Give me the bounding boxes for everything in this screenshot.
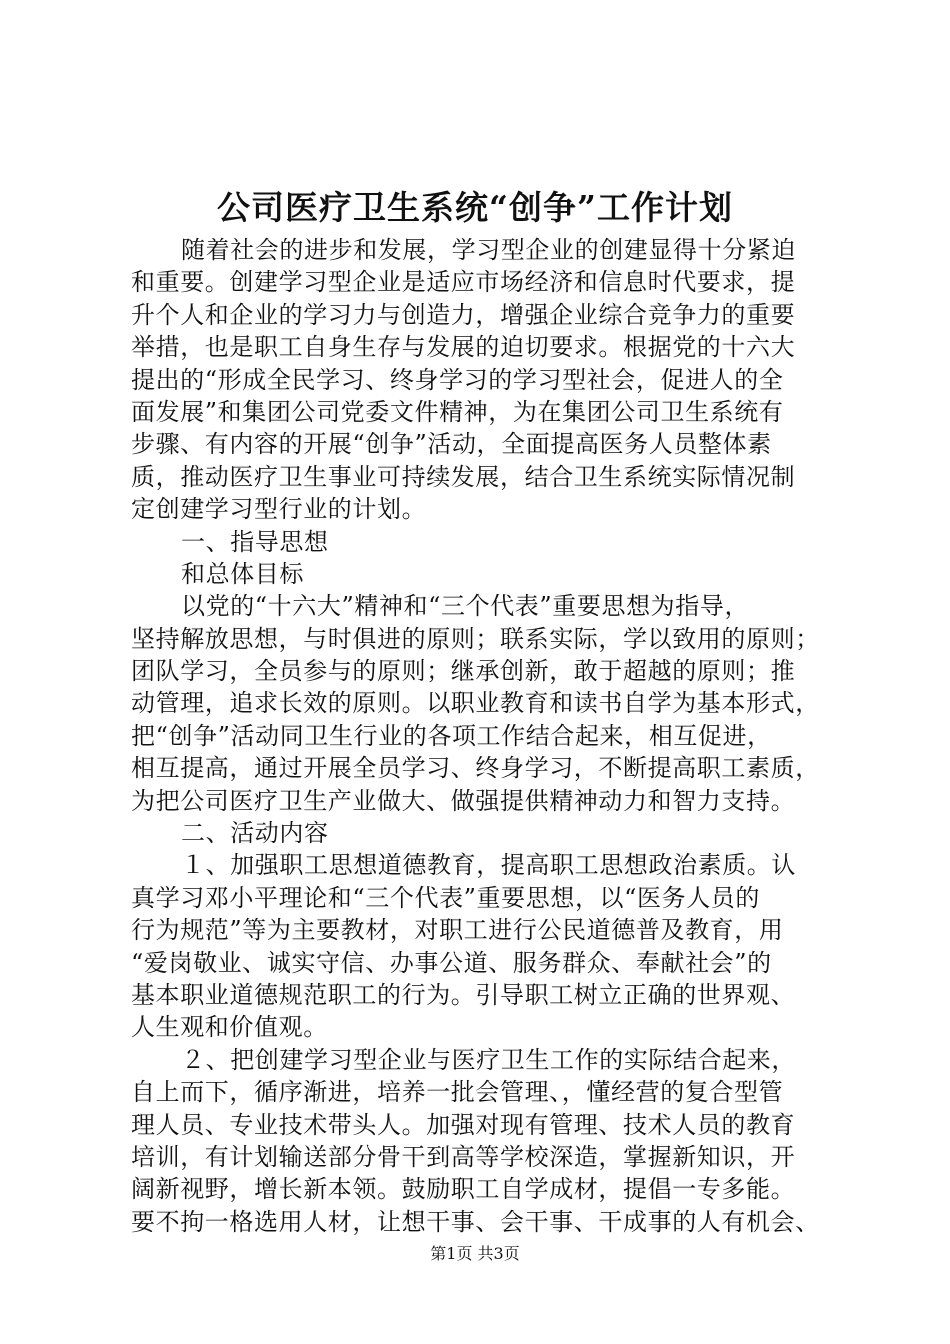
section-heading: 一、指导思想 (181, 527, 329, 556)
paragraph-line: 真学习邓小平理论和“三个代表”重要思想，以“医务人员的 (131, 883, 761, 912)
paragraph-line: 坚持解放思想，与时俱进的原则；联系实际，学以致用的原则； (131, 624, 820, 653)
paragraph-line: 为把公司医疗卫生产业做大、做强提供精神动力和智力支持。 (131, 786, 796, 815)
paragraph-line: 基本职业道德规范职工的行为。引导职工树立正确的世界观、 (131, 980, 796, 1009)
paragraph-line: 把“创争”活动同卫生行业的各项工作结合起来，相互促进， (131, 721, 772, 750)
paragraph-line: 质，推动医疗卫生事业可持续发展，结合卫生系统实际情况制 (131, 462, 796, 491)
paragraph-line: 定创建学习型行业的计划。 (131, 495, 427, 524)
paragraph-line: “爱岗敬业、诚实守信、办事公道、服务群众、奉献社会”的 (131, 948, 772, 977)
document-body (131, 234, 851, 1238)
page-footer: 第1页 共3页 (430, 1244, 520, 1263)
paragraph-line: 要不拘一格选用人材，让想干事、会干事、干成事的人有机会、 (131, 1207, 820, 1236)
paragraph-line: 理人员、专业技术带头人。加强对现有管理、技术人员的教育 (131, 1110, 796, 1139)
paragraph-line: 团队学习，全员参与的原则；继承创新，敢于超越的原则；推 (131, 657, 796, 686)
paragraph-line: 举措，也是职工自身生存与发展的迫切要求。根据党的十六大 (131, 333, 796, 362)
paragraph-line: 阔新视野，增长新本领。鼓励职工自学成材，提倡一专多能。 (131, 1175, 796, 1204)
paragraph-line: 自上而下，循序渐进，培养一批会管理、，懂经营的复合型管 (131, 1078, 784, 1107)
paragraph-line: 行为规范”等为主要教材，对职工进行公民道德普及教育，用 (131, 916, 784, 945)
paragraph-line: 动管理，追求长效的原则。以职业教育和读书自学为基本形式， (131, 689, 820, 718)
paragraph-line: ２、把创建学习型企业与医疗卫生工作的实际结合起来， (181, 1045, 796, 1074)
paragraph-line: 培训，有计划输送部分骨干到高等学校深造，掌握新知识，开 (131, 1142, 796, 1171)
paragraph-line: 随着社会的进步和发展，学习型企业的创建显得十分紧迫 (181, 236, 796, 264)
document-title: 公司医疗卫生系统“创争”工作计划 (217, 188, 733, 227)
paragraph-line: 面发展”和集团公司党委文件精神，为在集团公司卫生系统有 (131, 397, 784, 426)
paragraph-line: 和重要。创建学习型企业是适应市场经济和信息时代要求，提 (131, 268, 796, 297)
paragraph-line: 提出的“形成全民学习、终身学习的学习型社会，促进人的全 (131, 365, 784, 394)
paragraph-line: 步骤、有内容的开展“创争”活动，全面提高医务人员整体素 (131, 430, 772, 459)
paragraph-line: 升个人和企业的学习力与创造力，增强企业综合竞争力的重要 (131, 300, 796, 329)
paragraph-line: 以党的“十六大”精神和“三个代表”重要思想为指导， (181, 592, 750, 621)
paragraph-line: １、加强职工思想道德教育，提高职工思想政治素质。认 (181, 851, 796, 880)
section-heading: 二、活动内容 (181, 819, 329, 848)
paragraph-line: 人生观和价值观。 (131, 1013, 328, 1042)
paragraph-line: 相互提高，通过开展全员学习、终身学习，不断提高职工素质， (131, 754, 820, 783)
section-heading: 和总体目标 (181, 559, 304, 588)
